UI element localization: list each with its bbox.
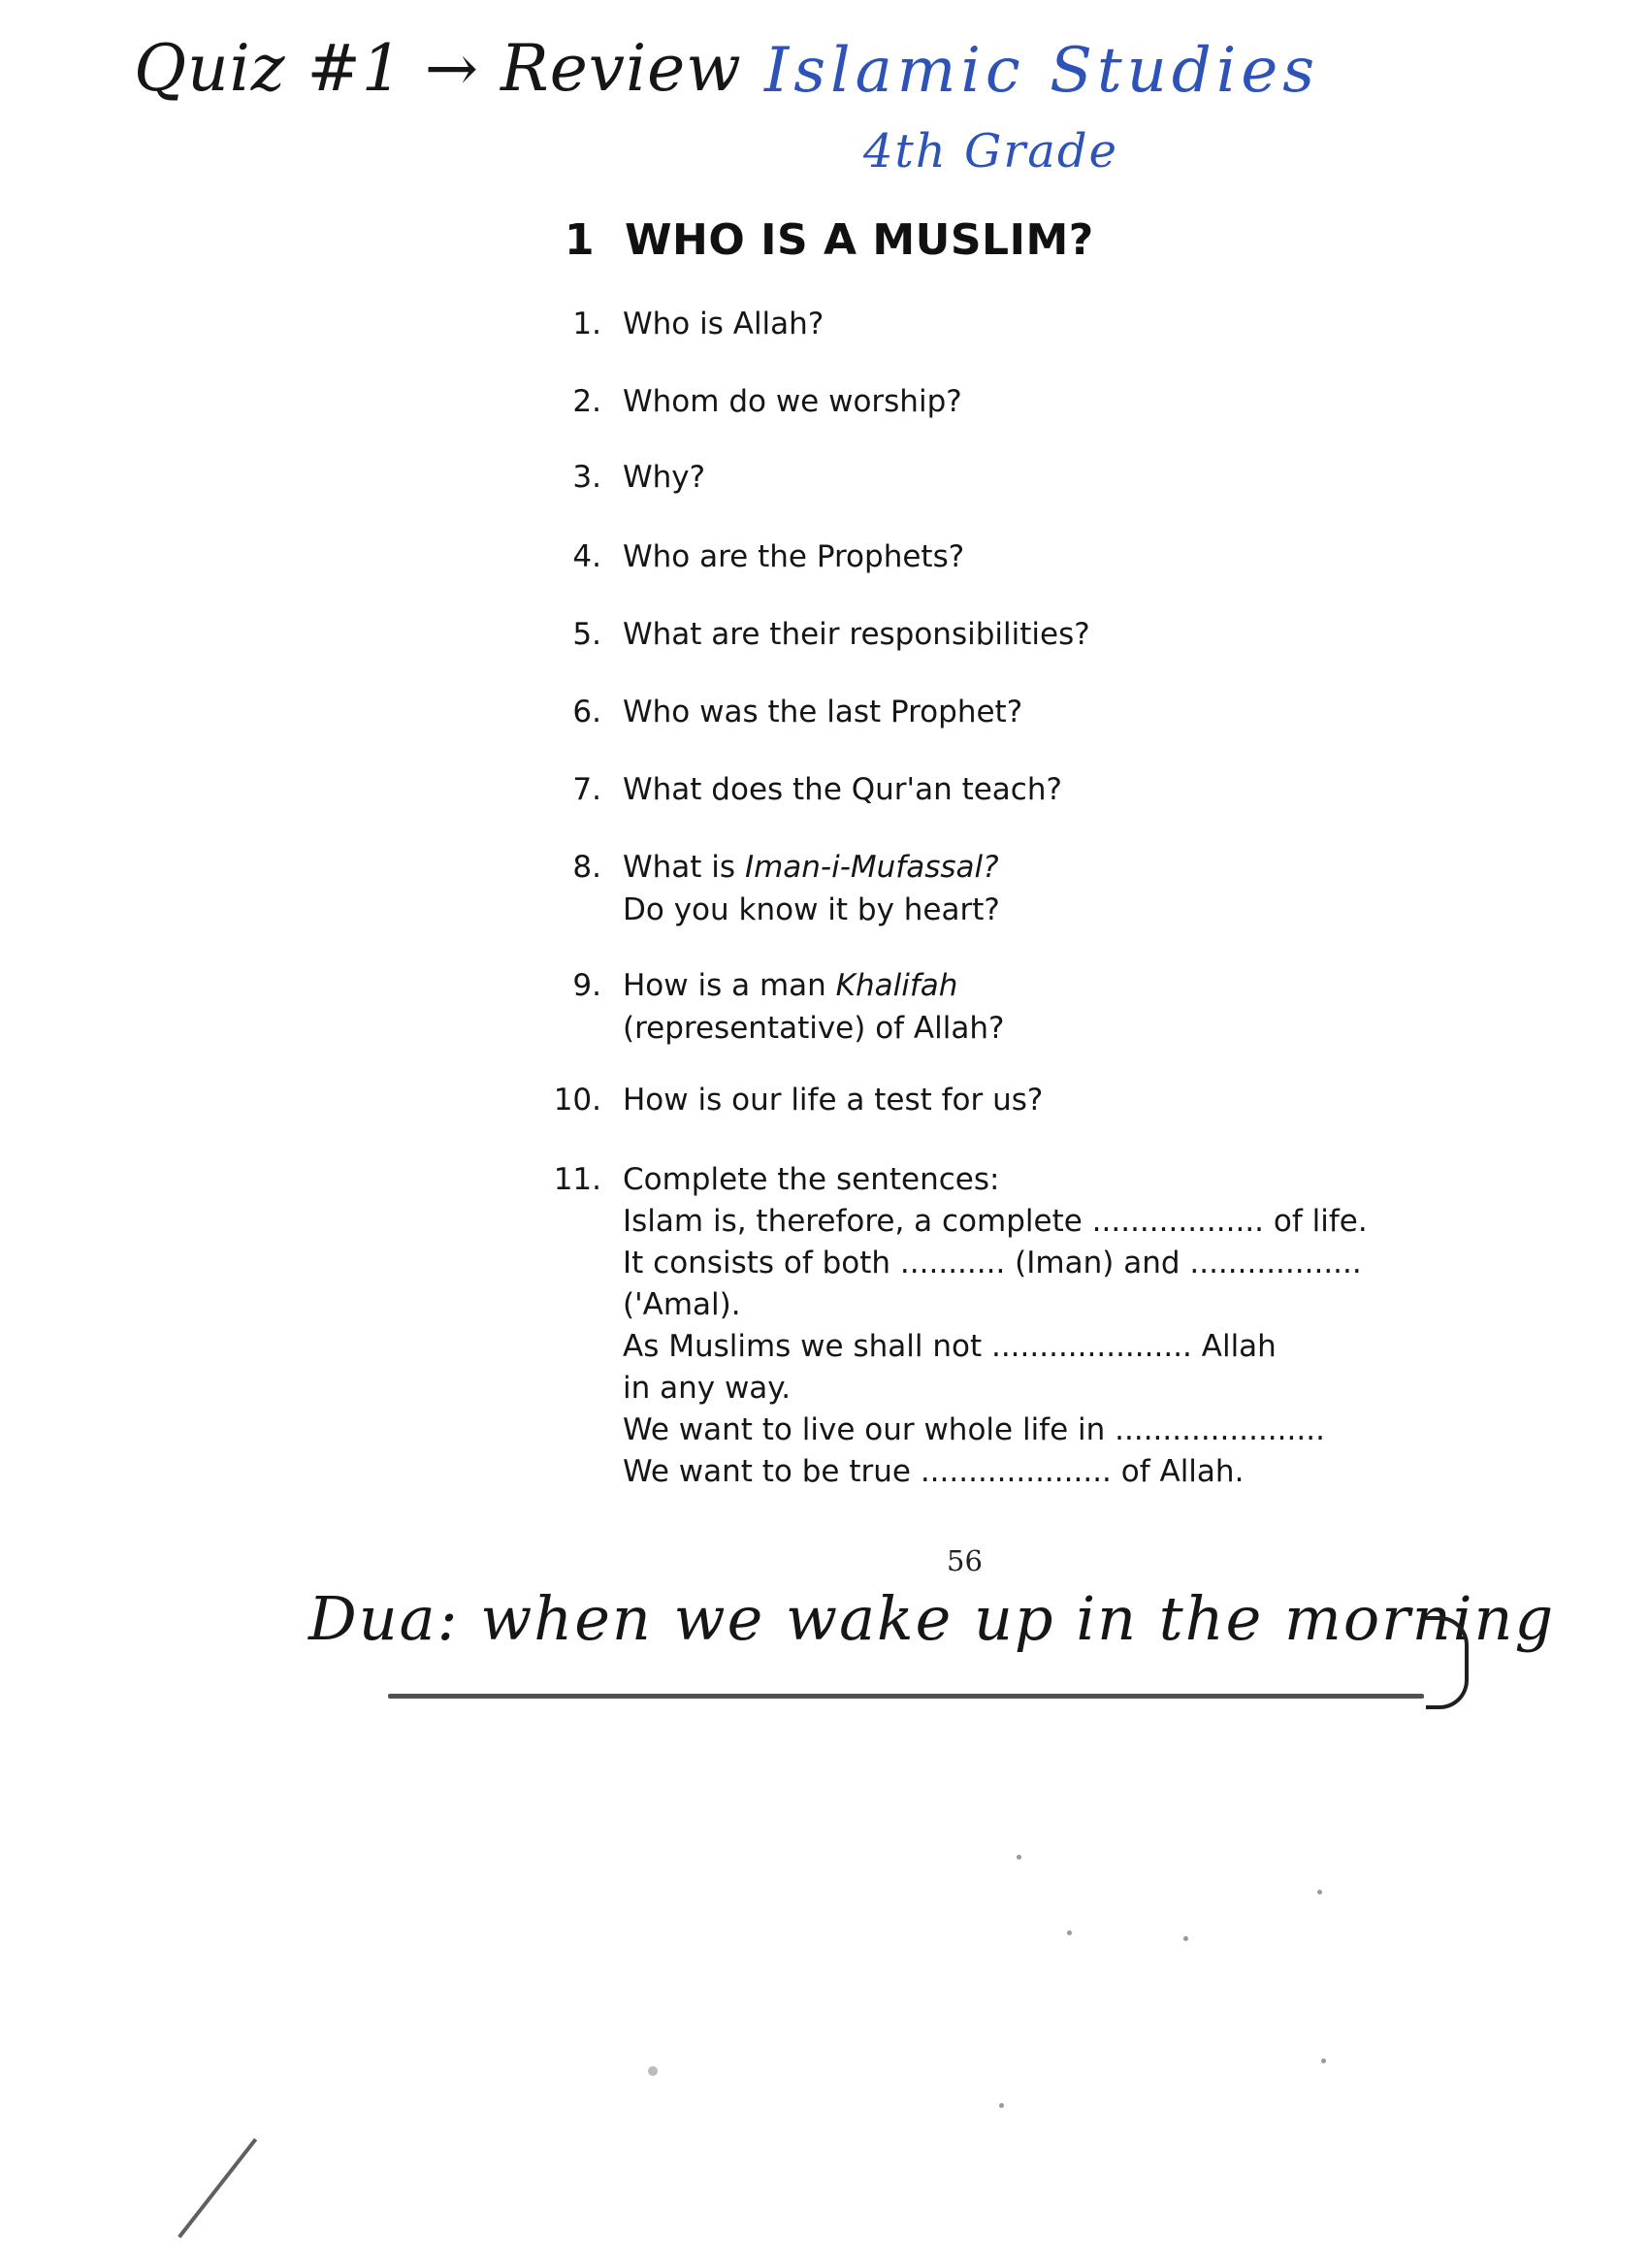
fill-in-sentence: ('Amal). bbox=[623, 1287, 741, 1322]
question-number: 6. bbox=[572, 695, 601, 729]
scan-speck bbox=[1321, 2058, 1326, 2063]
handwritten-dua-note: Dua: when we wake up in the morning bbox=[308, 1583, 1556, 1654]
stray-pen-mark bbox=[178, 2138, 257, 2238]
chapter-title-text: WHO IS A MUSLIM? bbox=[625, 215, 1094, 265]
handwritten-grade-note: 4th Grade bbox=[863, 124, 1119, 178]
question-text: Who is Allah? bbox=[623, 307, 824, 341]
handwritten-underline bbox=[388, 1694, 1424, 1699]
page-number: 56 bbox=[947, 1544, 983, 1577]
question-text-line2: Do you know it by heart? bbox=[623, 892, 1000, 927]
fill-in-sentence: in any way. bbox=[623, 1371, 792, 1406]
question-number: 7. bbox=[572, 772, 601, 807]
question-number: 10. bbox=[553, 1083, 601, 1118]
scan-speck bbox=[1317, 1890, 1322, 1895]
fill-in-sentence: We want to be true .................... of Allah. bbox=[623, 1454, 1245, 1489]
question-text: Why? bbox=[623, 460, 706, 495]
question-text: What does the Qur'an teach? bbox=[623, 772, 1062, 807]
question-number: 1. bbox=[572, 307, 601, 341]
question-number: 2. bbox=[572, 384, 601, 419]
question-text-heading: Complete the sentences: bbox=[623, 1162, 1000, 1197]
question-text-italic: Khalifah bbox=[835, 968, 958, 1003]
scan-speck bbox=[999, 2103, 1004, 2108]
question-number: 3. bbox=[572, 460, 601, 495]
fill-in-sentence: It consists of both ........... (Iman) and .................. bbox=[623, 1246, 1362, 1280]
question-text-line2: (representative) of Allah? bbox=[623, 1011, 1005, 1046]
question-number: 9. bbox=[572, 968, 601, 1003]
scan-speck bbox=[1067, 1930, 1072, 1935]
question-text-prefix: How is a man bbox=[623, 968, 836, 1003]
chapter-number: 1 bbox=[565, 215, 596, 265]
chapter-title bbox=[565, 215, 1094, 265]
scan-speck bbox=[1183, 1936, 1188, 1941]
question-text-italic: Iman-i-Mufassal? bbox=[744, 850, 999, 885]
question-text: What are their responsibilities? bbox=[623, 617, 1090, 652]
question-text bbox=[623, 1158, 1368, 1492]
question-text: Who was the last Prophet? bbox=[623, 695, 1023, 729]
handwritten-flourish bbox=[1426, 1616, 1469, 1709]
handwritten-quiz-review-note: Quiz #1 → Review bbox=[134, 31, 742, 106]
question-number: 4. bbox=[572, 539, 601, 574]
question-number: 8. bbox=[572, 850, 601, 885]
question-text: Who are the Prophets? bbox=[623, 539, 965, 574]
fill-in-sentence: We want to live our whole life in ...................... bbox=[623, 1412, 1325, 1447]
handwritten-subject-note: Islamic Studies bbox=[764, 35, 1320, 107]
question-number: 5. bbox=[572, 617, 601, 652]
question-text-prefix: What is bbox=[623, 850, 745, 885]
scan-speck bbox=[1017, 1855, 1021, 1860]
scan-speck bbox=[648, 2066, 658, 2076]
question-number: 11. bbox=[553, 1162, 601, 1197]
fill-in-sentence: Islam is, therefore, a complete .................. of life. bbox=[623, 1204, 1368, 1239]
question-text: How is our life a test for us? bbox=[623, 1083, 1044, 1118]
question-text bbox=[623, 846, 1000, 931]
fill-in-sentence: As Muslims we shall not ..................... Allah bbox=[623, 1329, 1277, 1364]
question-text: Whom do we worship? bbox=[623, 384, 962, 419]
question-text bbox=[623, 964, 1004, 1050]
